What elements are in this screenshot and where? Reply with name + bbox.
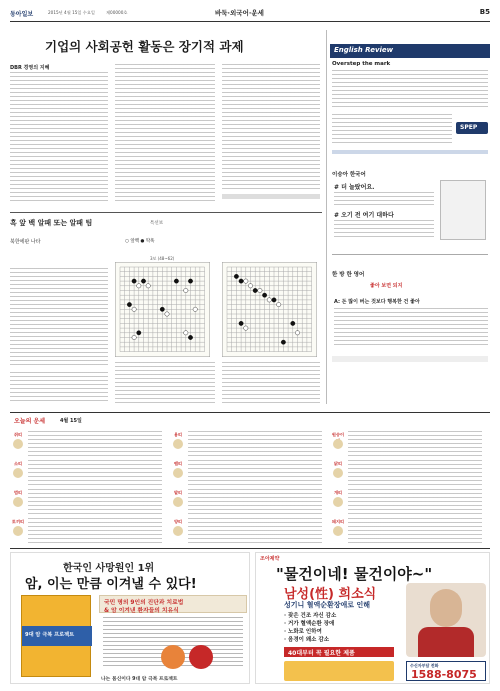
article-bottom-rule bbox=[10, 212, 322, 213]
english-divider-band bbox=[332, 150, 488, 154]
english-text-2 bbox=[332, 114, 452, 144]
white-stone bbox=[184, 288, 188, 292]
go-board bbox=[115, 262, 210, 357]
black-stone bbox=[137, 331, 141, 335]
fortune-entry bbox=[170, 517, 324, 544]
fortune-entry bbox=[330, 517, 484, 544]
black-stone bbox=[262, 293, 266, 297]
black-stone bbox=[253, 288, 257, 292]
zodiac-label: 뱀띠 bbox=[173, 461, 183, 466]
book-cover bbox=[21, 595, 91, 677]
supplement-subline: 성기니 혈액순환장애로 인해 bbox=[284, 601, 371, 609]
fortune-entry bbox=[170, 459, 324, 486]
zodiac-label: 말띠 bbox=[173, 490, 183, 495]
zodiac-icon bbox=[333, 526, 343, 536]
baduk-caption: 3보 (48~62) bbox=[150, 256, 175, 261]
english-text-5 bbox=[334, 308, 488, 348]
black-stone bbox=[291, 321, 295, 325]
english-footer-band bbox=[332, 356, 488, 362]
spokesperson-photo bbox=[406, 583, 486, 657]
zodiac-label: 쥐띠 bbox=[13, 432, 23, 437]
fortune-text bbox=[348, 460, 482, 485]
fortune-text bbox=[188, 518, 322, 543]
zodiac-icon bbox=[333, 497, 343, 507]
article-byline bbox=[222, 194, 320, 199]
fortune-text bbox=[188, 460, 322, 485]
fortune-entry bbox=[10, 459, 164, 486]
fortune-entry bbox=[10, 488, 164, 515]
english-quote2: # 오기 전 여기 대하다 bbox=[334, 212, 394, 219]
supplement-band-text: 40대부터 꼭 필요한 제품 bbox=[288, 650, 355, 657]
supplement-bullet: · 노화로 인하여 bbox=[284, 629, 322, 635]
article-headline: 기업의 사회공헌 활동은 장기적 과제 bbox=[45, 39, 244, 54]
baduk-title-row bbox=[10, 218, 322, 230]
book-ad-sub-box bbox=[99, 595, 247, 613]
spep-logo bbox=[456, 122, 488, 134]
fortune-text bbox=[348, 518, 482, 543]
supplement-bullet: · 음경이 왜소 감소 bbox=[284, 637, 330, 643]
page-number: B5 bbox=[479, 8, 490, 16]
zodiac-label: 개띠 bbox=[333, 490, 343, 495]
supplement-band bbox=[284, 647, 394, 657]
right-column-divider bbox=[326, 30, 327, 404]
white-stone bbox=[244, 279, 248, 283]
spep-logo-text: SPEP bbox=[460, 124, 478, 131]
zodiac-icon bbox=[173, 468, 183, 478]
masthead: 동아일보 bbox=[10, 11, 34, 18]
zodiac-icon bbox=[13, 439, 23, 449]
white-stone bbox=[132, 335, 136, 339]
white-stone bbox=[277, 302, 281, 306]
english-header-text: English Review bbox=[334, 46, 394, 54]
baduk-legend: ○ 앞백 ● 딱흑 bbox=[125, 239, 155, 244]
zodiac-icon bbox=[333, 468, 343, 478]
person-body bbox=[418, 627, 474, 657]
zodiac-icon bbox=[13, 526, 23, 536]
article-col-3 bbox=[222, 64, 320, 192]
phone-number: 1588-8075 bbox=[411, 668, 477, 681]
english-quote1: # 더 놀랐어요. bbox=[334, 184, 375, 191]
white-stone bbox=[248, 284, 252, 288]
supplement-bullet: · 잦은 건조 자신 감소 bbox=[284, 613, 337, 619]
english-illustration bbox=[440, 180, 486, 240]
black-stone bbox=[281, 340, 285, 344]
fortune-entry bbox=[10, 430, 164, 457]
english-text-4 bbox=[334, 220, 434, 240]
fortune-text bbox=[28, 431, 162, 456]
english-text-3 bbox=[334, 192, 434, 206]
baduk-text-2 bbox=[115, 362, 215, 404]
book-ad-line2: 암, 이는 만큼 이겨낼 수 있다! bbox=[25, 577, 197, 592]
baduk-subtitle: 북한에판 나타 bbox=[10, 239, 41, 245]
fortune-title: 오늘의 운세 bbox=[14, 418, 46, 425]
go-board-small bbox=[222, 262, 317, 357]
column-tag: DBR 경영의 지혜 bbox=[10, 65, 50, 71]
fortune-top-rule bbox=[10, 412, 490, 413]
fortune-text bbox=[188, 489, 322, 514]
date-text: 2015년 4월 15일 수요일 bbox=[48, 10, 95, 15]
zodiac-label: 닭띠 bbox=[333, 461, 343, 466]
zodiac-icon bbox=[173, 526, 183, 536]
english-section3: 한 방 한 영어 bbox=[332, 272, 365, 278]
zodiac-icon bbox=[173, 439, 183, 449]
zodiac-icon bbox=[13, 497, 23, 507]
english-text-1 bbox=[332, 70, 488, 110]
black-stone bbox=[234, 274, 238, 278]
zodiac-label: 원숭이 bbox=[331, 432, 345, 437]
fortune-entry bbox=[10, 517, 164, 544]
supplement-bullets bbox=[284, 611, 394, 645]
baduk-text-1 bbox=[10, 268, 108, 368]
english-header bbox=[330, 44, 490, 58]
supplement-brand: 조아제약 bbox=[260, 556, 280, 562]
supplement-product-box bbox=[284, 661, 394, 681]
supplement-headline: "물건이네! 물건이야~" bbox=[276, 565, 433, 583]
baduk-title: 흑 앞 백 알패 또는 알패 팀 bbox=[10, 219, 93, 227]
fortune-date: 4월 15일 bbox=[60, 418, 82, 424]
edition-text: 제00000호 bbox=[106, 10, 128, 15]
supplement-bullet: · 거가 혈액순환 장애 bbox=[284, 621, 335, 627]
zodiac-icon bbox=[173, 497, 183, 507]
black-stone bbox=[188, 279, 192, 283]
fortune-title-row bbox=[10, 416, 490, 426]
white-stone bbox=[267, 298, 271, 302]
fortune-text bbox=[348, 489, 482, 514]
zodiac-label: 양띠 bbox=[173, 519, 183, 524]
baduk-text-3 bbox=[222, 362, 320, 404]
fortune-grid bbox=[10, 430, 490, 546]
baduk-text-4 bbox=[10, 372, 108, 404]
english-section3b: 좋아 보면 되지 bbox=[370, 283, 403, 289]
black-stone bbox=[188, 335, 192, 339]
english-section2: 이승아 한국어 bbox=[332, 172, 366, 178]
person-head bbox=[430, 589, 462, 627]
white-stone bbox=[132, 307, 136, 311]
english-quote3: A: 돈 많이 버는 것보다 행복한 건 좋아 bbox=[334, 299, 420, 305]
book-badge-1 bbox=[161, 645, 185, 669]
white-stone bbox=[165, 312, 169, 316]
english-rule bbox=[332, 254, 488, 255]
article-col-1 bbox=[10, 72, 108, 204]
fortune-text bbox=[28, 518, 162, 543]
fortune-text bbox=[28, 460, 162, 485]
supplement-ad bbox=[255, 552, 490, 684]
phone-box bbox=[406, 661, 486, 681]
black-stone bbox=[272, 298, 276, 302]
fortune-entry bbox=[330, 430, 484, 457]
fortune-entry bbox=[170, 430, 324, 457]
black-stone bbox=[160, 307, 164, 311]
black-stone bbox=[174, 279, 178, 283]
black-stone bbox=[239, 279, 243, 283]
book-ad-line1: 한국인 사망원인 1위 bbox=[63, 563, 155, 574]
fortune-entry bbox=[330, 459, 484, 486]
header-bar bbox=[10, 8, 490, 20]
book-ad-sub1: 국민 명의 9인의 진단과 치료법 bbox=[104, 600, 184, 606]
book-ad-sub2: & 암 이겨낸 환자들의 치유식 bbox=[104, 608, 179, 614]
white-stone bbox=[244, 326, 248, 330]
fortune-entry bbox=[330, 488, 484, 515]
zodiac-icon bbox=[13, 468, 23, 478]
zodiac-label: 돼지띠 bbox=[331, 519, 345, 524]
white-stone bbox=[137, 284, 141, 288]
book-badge-2 bbox=[189, 645, 213, 669]
white-stone bbox=[258, 288, 262, 292]
supplement-product: 남성(性) 희소식 bbox=[284, 587, 377, 602]
white-stone bbox=[146, 284, 150, 288]
black-stone bbox=[239, 321, 243, 325]
white-stone bbox=[193, 307, 197, 311]
zodiac-label: 용띠 bbox=[173, 432, 183, 437]
fortune-text bbox=[28, 489, 162, 514]
english-section1: Overstep the mark bbox=[332, 61, 391, 67]
zodiac-label: 소띠 bbox=[13, 461, 23, 466]
zodiac-label: 범띠 bbox=[13, 490, 23, 495]
book-cover-title: 9대 암 극복 프로젝트 bbox=[25, 632, 75, 638]
baduk-title-extra: 특선보 bbox=[150, 221, 164, 226]
article-col-2 bbox=[115, 64, 215, 204]
ads-top-rule bbox=[10, 548, 490, 549]
phone-label: 수신자부담 전화 bbox=[410, 663, 439, 668]
white-stone bbox=[295, 331, 299, 335]
header-rule bbox=[10, 21, 490, 22]
black-stone bbox=[127, 302, 131, 306]
fortune-entry bbox=[170, 488, 324, 515]
black-stone bbox=[141, 279, 145, 283]
white-stone bbox=[184, 331, 188, 335]
fortune-text bbox=[188, 431, 322, 456]
section-label: 바둑·외국어·운세 bbox=[215, 9, 264, 17]
zodiac-icon bbox=[333, 439, 343, 449]
fortune-text bbox=[348, 431, 482, 456]
book-ad bbox=[10, 552, 250, 684]
zodiac-label: 토끼띠 bbox=[11, 519, 25, 524]
book-ad-bottom: 나는 몸신이다 9대 암 극복 프로젝트 bbox=[101, 677, 178, 682]
black-stone bbox=[132, 279, 136, 283]
